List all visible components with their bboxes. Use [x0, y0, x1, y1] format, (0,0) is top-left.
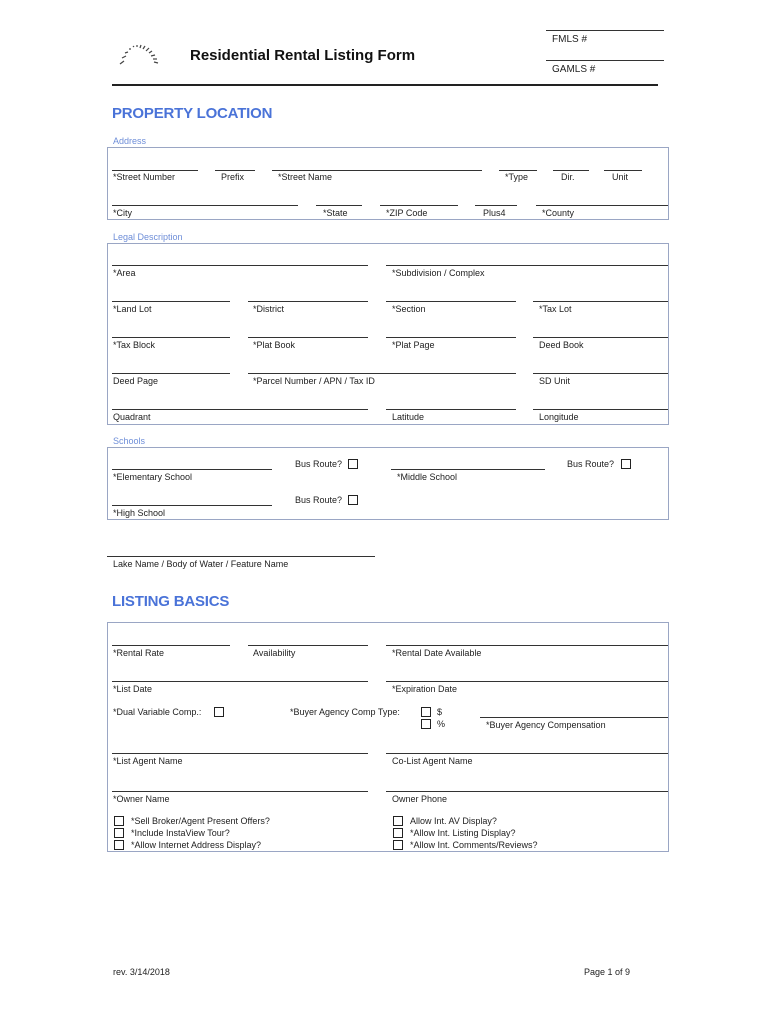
middle-label: *Middle School [397, 472, 458, 482]
bus-route-label-1: Bus Route? [295, 459, 343, 469]
legal-box [107, 243, 669, 425]
sell-broker-checkbox[interactable] [114, 816, 124, 826]
plat-book-label: *Plat Book [253, 340, 296, 350]
legal-group-label: Legal Description [113, 232, 183, 242]
subdivision-label: *Subdivision / Complex [392, 268, 485, 278]
tax-block-label: *Tax Block [113, 340, 156, 350]
property-location-heading: PROPERTY LOCATION [112, 105, 273, 122]
unit-field[interactable] [604, 170, 642, 171]
sd-unit-label: SD Unit [539, 376, 571, 386]
revision-date: rev. 3/14/2018 [113, 967, 170, 977]
bus-route-checkbox-2[interactable] [621, 459, 631, 469]
quadrant-field[interactable] [112, 409, 368, 410]
bus-route-checkbox-1[interactable] [348, 459, 358, 469]
deed-book-label: Deed Book [539, 340, 584, 350]
dual-variable-checkbox[interactable] [214, 707, 224, 717]
land-lot-label: *Land Lot [113, 304, 152, 314]
owner-phone-field[interactable] [386, 791, 668, 792]
dollar-label: $ [437, 707, 443, 717]
availability-field[interactable] [248, 645, 368, 646]
prefix-label: Prefix [221, 172, 245, 182]
allow-comments-checkbox[interactable] [393, 840, 403, 850]
percent-checkbox[interactable] [421, 719, 431, 729]
list-agent-label: *List Agent Name [113, 756, 183, 766]
owner-name-field[interactable] [112, 791, 368, 792]
owner-phone-label: Owner Phone [392, 794, 448, 804]
county-label: *County [542, 208, 575, 218]
high-school-label: *High School [113, 508, 166, 518]
buyer-agency-type-label: *Buyer Agency Comp Type: [290, 707, 400, 717]
street-number-field[interactable] [112, 170, 198, 171]
street-number-label: *Street Number [113, 172, 176, 182]
allow-address-label: *Allow Internet Address Display? [131, 840, 262, 850]
rental-rate-label: *Rental Rate [113, 648, 165, 658]
address-box-top [107, 147, 669, 148]
district-label: *District [253, 304, 284, 314]
header-divider [112, 84, 658, 86]
availability-label: Availability [253, 648, 296, 658]
subdivision-field[interactable] [386, 265, 668, 266]
deed-page-label: Deed Page [113, 376, 159, 386]
type-field[interactable] [499, 170, 537, 171]
street-name-field[interactable] [272, 170, 482, 171]
elementary-field[interactable] [112, 469, 272, 470]
plat-book-field[interactable] [248, 337, 368, 338]
deed-book-field[interactable] [533, 337, 668, 338]
lake-label: Lake Name / Body of Water / Feature Name [113, 559, 289, 569]
middle-field[interactable] [391, 469, 545, 470]
form-title: Residential Rental Listing Form [190, 47, 416, 64]
plus4-field[interactable] [475, 205, 517, 206]
section-label: *Section [392, 304, 426, 314]
buyer-agency-comp-field[interactable] [480, 717, 668, 718]
longitude-label: Longitude [539, 412, 579, 422]
tax-lot-field[interactable] [533, 301, 668, 302]
gamls-line [546, 60, 664, 61]
owner-name-label: *Owner Name [113, 794, 170, 804]
allow-listing-checkbox[interactable] [393, 828, 403, 838]
city-field[interactable] [112, 205, 298, 206]
fmls-line [546, 30, 664, 31]
rental-date-field[interactable] [386, 645, 668, 646]
address-group-label: Address [113, 136, 147, 146]
buyer-agency-comp-label: *Buyer Agency Compensation [486, 720, 606, 730]
land-lot-field[interactable] [112, 301, 230, 302]
schools-box [107, 447, 669, 520]
elementary-label: *Elementary School [113, 472, 193, 482]
percent-label: % [437, 719, 446, 729]
parcel-field[interactable] [248, 373, 516, 374]
high-school-field[interactable] [112, 505, 272, 506]
list-date-label: *List Date [113, 684, 153, 694]
prefix-field[interactable] [215, 170, 255, 171]
sell-broker-label: *Sell Broker/Agent Present Offers? [131, 816, 270, 826]
city-label: *City [113, 208, 133, 218]
section-field[interactable] [386, 301, 516, 302]
type-label: *Type [505, 172, 529, 182]
dollar-checkbox[interactable] [421, 707, 431, 717]
zip-field[interactable] [380, 205, 458, 206]
allow-listing-label: *Allow Int. Listing Display? [410, 828, 516, 838]
parcel-label: *Parcel Number / APN / Tax ID [253, 376, 375, 386]
allow-av-label: Allow Int. AV Display? [410, 816, 497, 826]
state-field[interactable] [316, 205, 362, 206]
county-field[interactable] [536, 205, 668, 206]
instaview-label: *Include InstaView Tour? [131, 828, 230, 838]
expiration-field[interactable] [386, 681, 668, 682]
fmls-label: FMLS # [552, 34, 588, 45]
logo-icon [112, 40, 164, 68]
lake-field[interactable] [107, 556, 375, 557]
area-label: *Area [113, 268, 136, 278]
schools-group-label: Schools [113, 436, 146, 446]
rental-rate-field[interactable] [112, 645, 230, 646]
deed-page-field[interactable] [112, 373, 230, 374]
latitude-label: Latitude [392, 412, 425, 422]
quadrant-label: Quadrant [113, 412, 151, 422]
gamls-label: GAMLS # [552, 64, 596, 75]
plus4-label: Plus4 [483, 208, 506, 218]
street-name-label: *Street Name [278, 172, 333, 182]
allow-av-checkbox[interactable] [393, 816, 403, 826]
dir-field[interactable] [553, 170, 589, 171]
zip-label: *ZIP Code [386, 208, 428, 218]
dir-label: Dir. [561, 172, 575, 182]
district-field[interactable] [248, 301, 368, 302]
co-list-agent-label: Co-List Agent Name [392, 756, 473, 766]
co-list-agent-field[interactable] [386, 753, 668, 754]
plat-page-label: *Plat Page [392, 340, 435, 350]
expiration-label: *Expiration Date [392, 684, 458, 694]
state-label: *State [323, 208, 348, 218]
instaview-checkbox[interactable] [114, 828, 124, 838]
dual-variable-label: *Dual Variable Comp.: [113, 707, 202, 717]
page-number: Page 1 of 9 [584, 967, 631, 977]
unit-label: Unit [612, 172, 629, 182]
list-agent-field[interactable] [112, 753, 368, 754]
sd-unit-field[interactable] [533, 373, 668, 374]
bus-route-checkbox-3[interactable] [348, 495, 358, 505]
allow-address-checkbox[interactable] [114, 840, 124, 850]
rental-date-label: *Rental Date Available [392, 648, 482, 658]
tax-block-field[interactable] [112, 337, 230, 338]
bus-route-label-2: Bus Route? [567, 459, 615, 469]
bus-route-label-3: Bus Route? [295, 495, 343, 505]
longitude-field[interactable] [533, 409, 668, 410]
latitude-field[interactable] [386, 409, 516, 410]
tax-lot-label: *Tax Lot [539, 304, 572, 314]
allow-comments-label: *Allow Int. Comments/Reviews? [410, 840, 538, 850]
list-date-field[interactable] [112, 681, 368, 682]
plat-page-field[interactable] [386, 337, 516, 338]
listing-basics-heading: LISTING BASICS [112, 593, 230, 610]
area-field[interactable] [112, 265, 368, 266]
